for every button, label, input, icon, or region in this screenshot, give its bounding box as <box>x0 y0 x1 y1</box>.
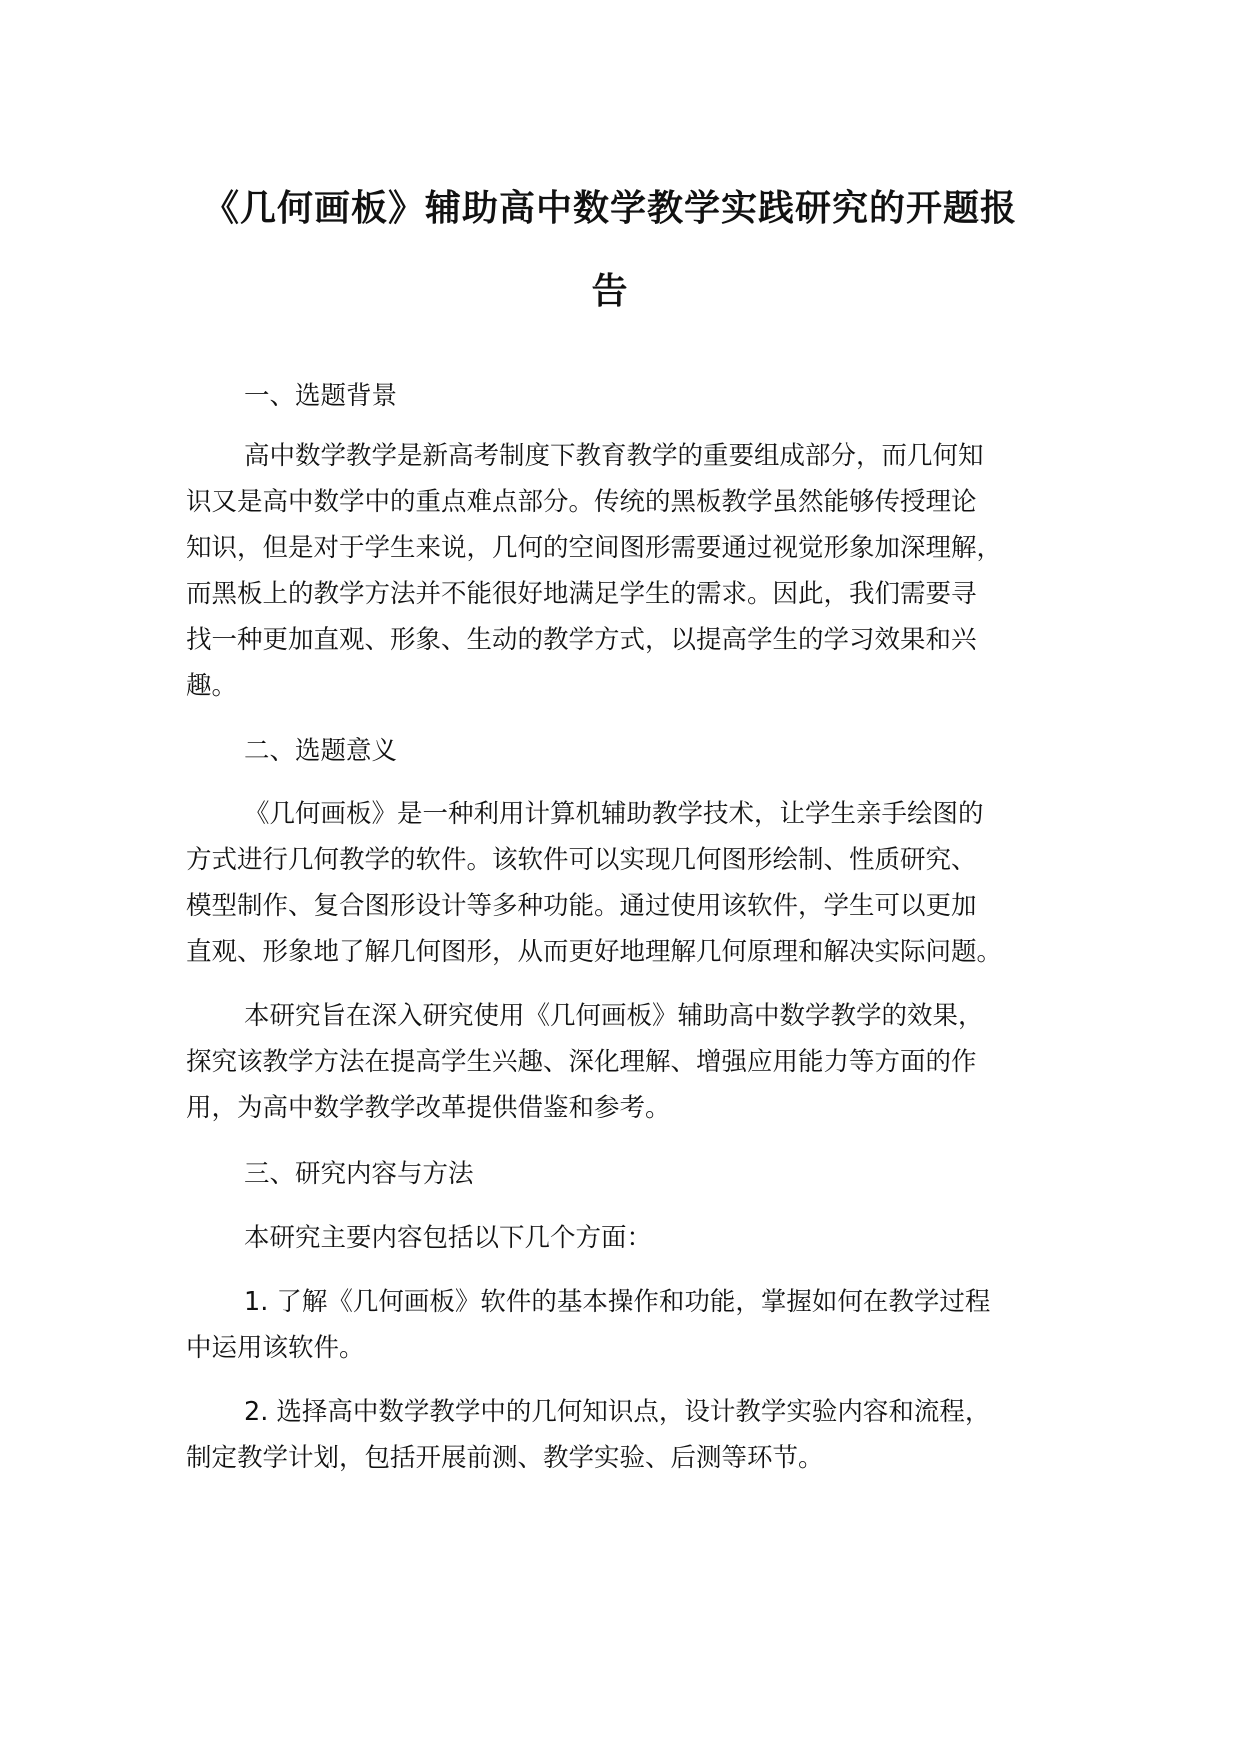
paragraph-line: 找一种更加直观、形象、生动的教学方式，以提高学生的学习效果和兴 <box>186 625 977 655</box>
section-heading-content-methods: 三、研究内容与方法 <box>244 1159 474 1189</box>
paragraph-line: 探究该教学方法在提高学生兴趣、深化理解、增强应用能力等方面的作 <box>186 1047 977 1077</box>
paragraph-line: 用，为高中数学教学改革提供借鉴和参考。 <box>186 1093 671 1123</box>
paragraph-line: 《几何画板》是一种利用计算机辅助教学技术，让学生亲手绘图的 <box>244 799 984 829</box>
paragraph-line: 而黑板上的教学方法并不能很好地满足学生的需求。因此，我们需要寻 <box>186 579 977 609</box>
paragraph-line: 知识，但是对于学生来说，几何的空间图形需要通过视觉形象加深理解， <box>186 533 1003 563</box>
document-title-line-1: 《几何画板》辅助高中数学教学实践研究的开题报 <box>202 188 1017 229</box>
paragraph-line: 模型制作、复合图形设计等多种功能。通过使用该软件，学生可以更加 <box>186 891 977 921</box>
list-item-line: 2. 选择高中数学教学中的几何知识点，设计教学实验内容和流程， <box>244 1397 991 1427</box>
section-heading-background: 一、选题背景 <box>244 381 398 411</box>
paragraph-line: 方式进行几何教学的软件。该软件可以实现几何图形绘制、性质研究、 <box>186 845 977 875</box>
paragraph-line: 直观、形象地了解几何图形，从而更好地理解几何原理和解决实际问题。 <box>186 937 1003 967</box>
list-item-line: 1. 了解《几何画板》软件的基本操作和功能，掌握如何在教学过程 <box>244 1287 991 1317</box>
paragraph-line: 识又是高中数学中的重点难点部分。传统的黑板教学虽然能够传授理论 <box>186 487 977 517</box>
paragraph-line: 趣。 <box>186 671 238 701</box>
section-heading-significance: 二、选题意义 <box>244 736 398 766</box>
paragraph-line: 本研究旨在深入研究使用《几何画板》辅助高中数学教学的效果， <box>244 1001 984 1031</box>
paragraph-line: 高中数学教学是新高考制度下教育教学的重要组成部分，而几何知 <box>244 441 984 471</box>
list-item-line: 制定教学计划，包括开展前测、教学实验、后测等环节。 <box>186 1443 824 1473</box>
document-title-line-2: 告 <box>591 271 629 312</box>
paragraph-line: 本研究主要内容包括以下几个方面： <box>244 1223 653 1253</box>
list-item-line: 中运用该软件。 <box>186 1333 365 1363</box>
